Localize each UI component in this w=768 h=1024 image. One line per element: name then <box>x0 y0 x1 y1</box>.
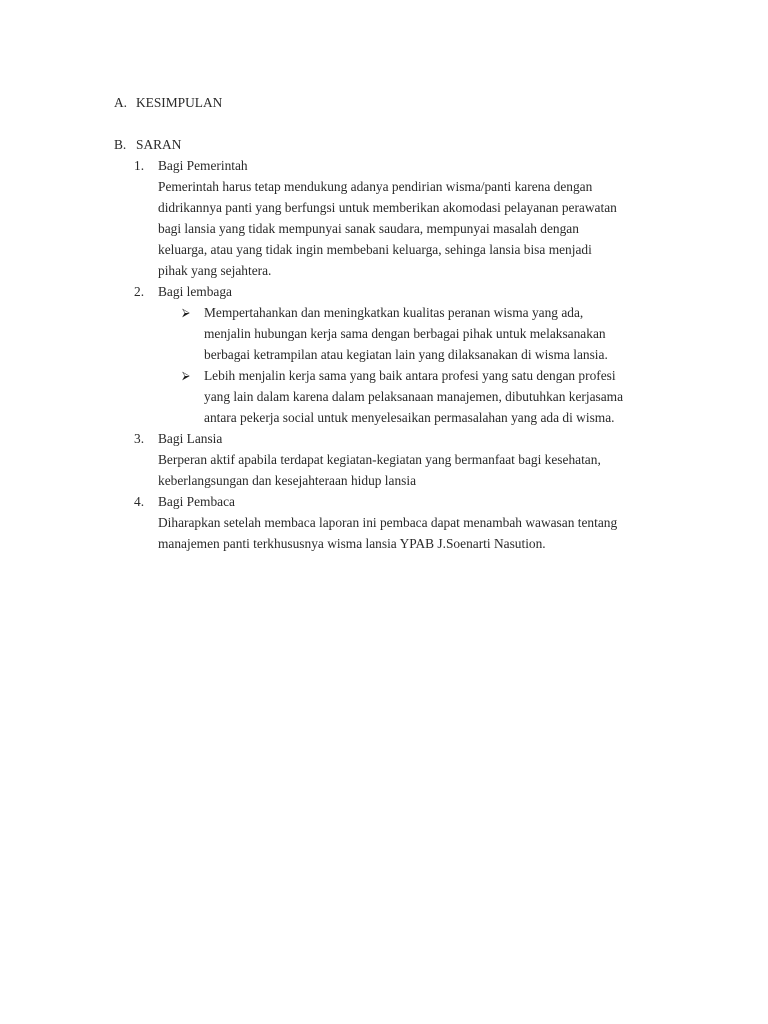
paragraph-line: keberlangsungan dan kesejahteraan hidup lansia <box>158 473 417 488</box>
saran-item-lansia <box>134 428 694 491</box>
item-number: 2. <box>134 284 145 299</box>
bullet-item <box>182 302 662 365</box>
saran-item-heading <box>134 281 694 302</box>
paragraph-line: Diharapkan setelah membaca laporan ini pembaca dapat menambah wawasan tentang <box>158 515 618 530</box>
saran-item-heading <box>134 155 694 176</box>
arrowhead-bullet-icon: ⮚ <box>182 306 190 319</box>
bullet-item <box>182 365 662 428</box>
item-title: Bagi Pemerintah <box>158 158 248 173</box>
bullet-line: Lebih menjalin kerja sama yang baik antara profesi yang satu dengan profesi <box>204 368 616 383</box>
saran-item-pembaca <box>134 491 694 554</box>
paragraph-line: Pemerintah harus tetap mendukung adanya pendirian wisma/panti karena dengan <box>158 179 593 194</box>
item-title: Bagi lembaga <box>158 284 232 299</box>
saran-list <box>134 155 694 554</box>
paragraph-line: Berperan aktif apabila terdapat kegiatan-kegiatan yang bermanfaat bagi kesehatan, <box>158 452 601 467</box>
paragraph-line: bagi lansia yang tidak mempunyai sanak saudara, mempunyai masalah dengan <box>158 221 579 236</box>
bullet-list <box>182 302 662 428</box>
saran-item-pemerintah <box>134 155 694 281</box>
item-paragraph <box>158 449 678 491</box>
item-number: 4. <box>134 494 145 509</box>
paragraph-line: manajemen panti terkhususnya wisma lansia YPAB J.Soenarti Nasution. <box>158 536 546 551</box>
bullet-line: menjalin hubungan kerja sama dengan berbagai pihak untuk melaksanakan <box>204 326 606 341</box>
item-paragraph <box>158 512 678 554</box>
bullet-line: yang lain dalam karena dalam pelaksanaan manajemen, dibutuhkan kerjasama <box>204 389 624 404</box>
paragraph-line: keluarga, atau yang tidak ingin membebani keluarga, sehinga lansia bisa menjadi <box>158 242 592 257</box>
bullet-line: berbagai ketrampilan atau kegiatan lain yang dilaksanakan di wisma lansia. <box>204 347 608 362</box>
saran-item-heading <box>134 491 694 512</box>
saran-item-lembaga <box>134 281 694 428</box>
item-paragraph <box>158 176 678 281</box>
saran-item-heading <box>134 428 694 449</box>
item-title: Bagi Pembaca <box>158 494 235 509</box>
section-a-heading <box>114 92 222 113</box>
section-b-title: SARAN <box>136 137 182 152</box>
item-number: 1. <box>134 158 145 173</box>
item-title: Bagi Lansia <box>158 431 223 446</box>
section-a-marker: A. <box>114 95 128 110</box>
paragraph-line: pihak yang sejahtera. <box>158 263 272 278</box>
section-a-title: KESIMPULAN <box>136 95 223 110</box>
bullet-line: antara pekerja social untuk menyelesaikan permasalahan yang ada di wisma. <box>204 410 615 425</box>
item-number: 3. <box>134 431 145 446</box>
section-b-marker: B. <box>114 137 127 152</box>
bullet-line: Mempertahankan dan meningkatkan kualitas peranan wisma yang ada, <box>204 305 584 320</box>
section-b-heading <box>114 134 181 155</box>
arrowhead-bullet-icon: ⮚ <box>182 369 190 382</box>
paragraph-line: didrikannya panti yang berfungsi untuk memberikan akomodasi pelayanan perawatan <box>158 200 617 215</box>
